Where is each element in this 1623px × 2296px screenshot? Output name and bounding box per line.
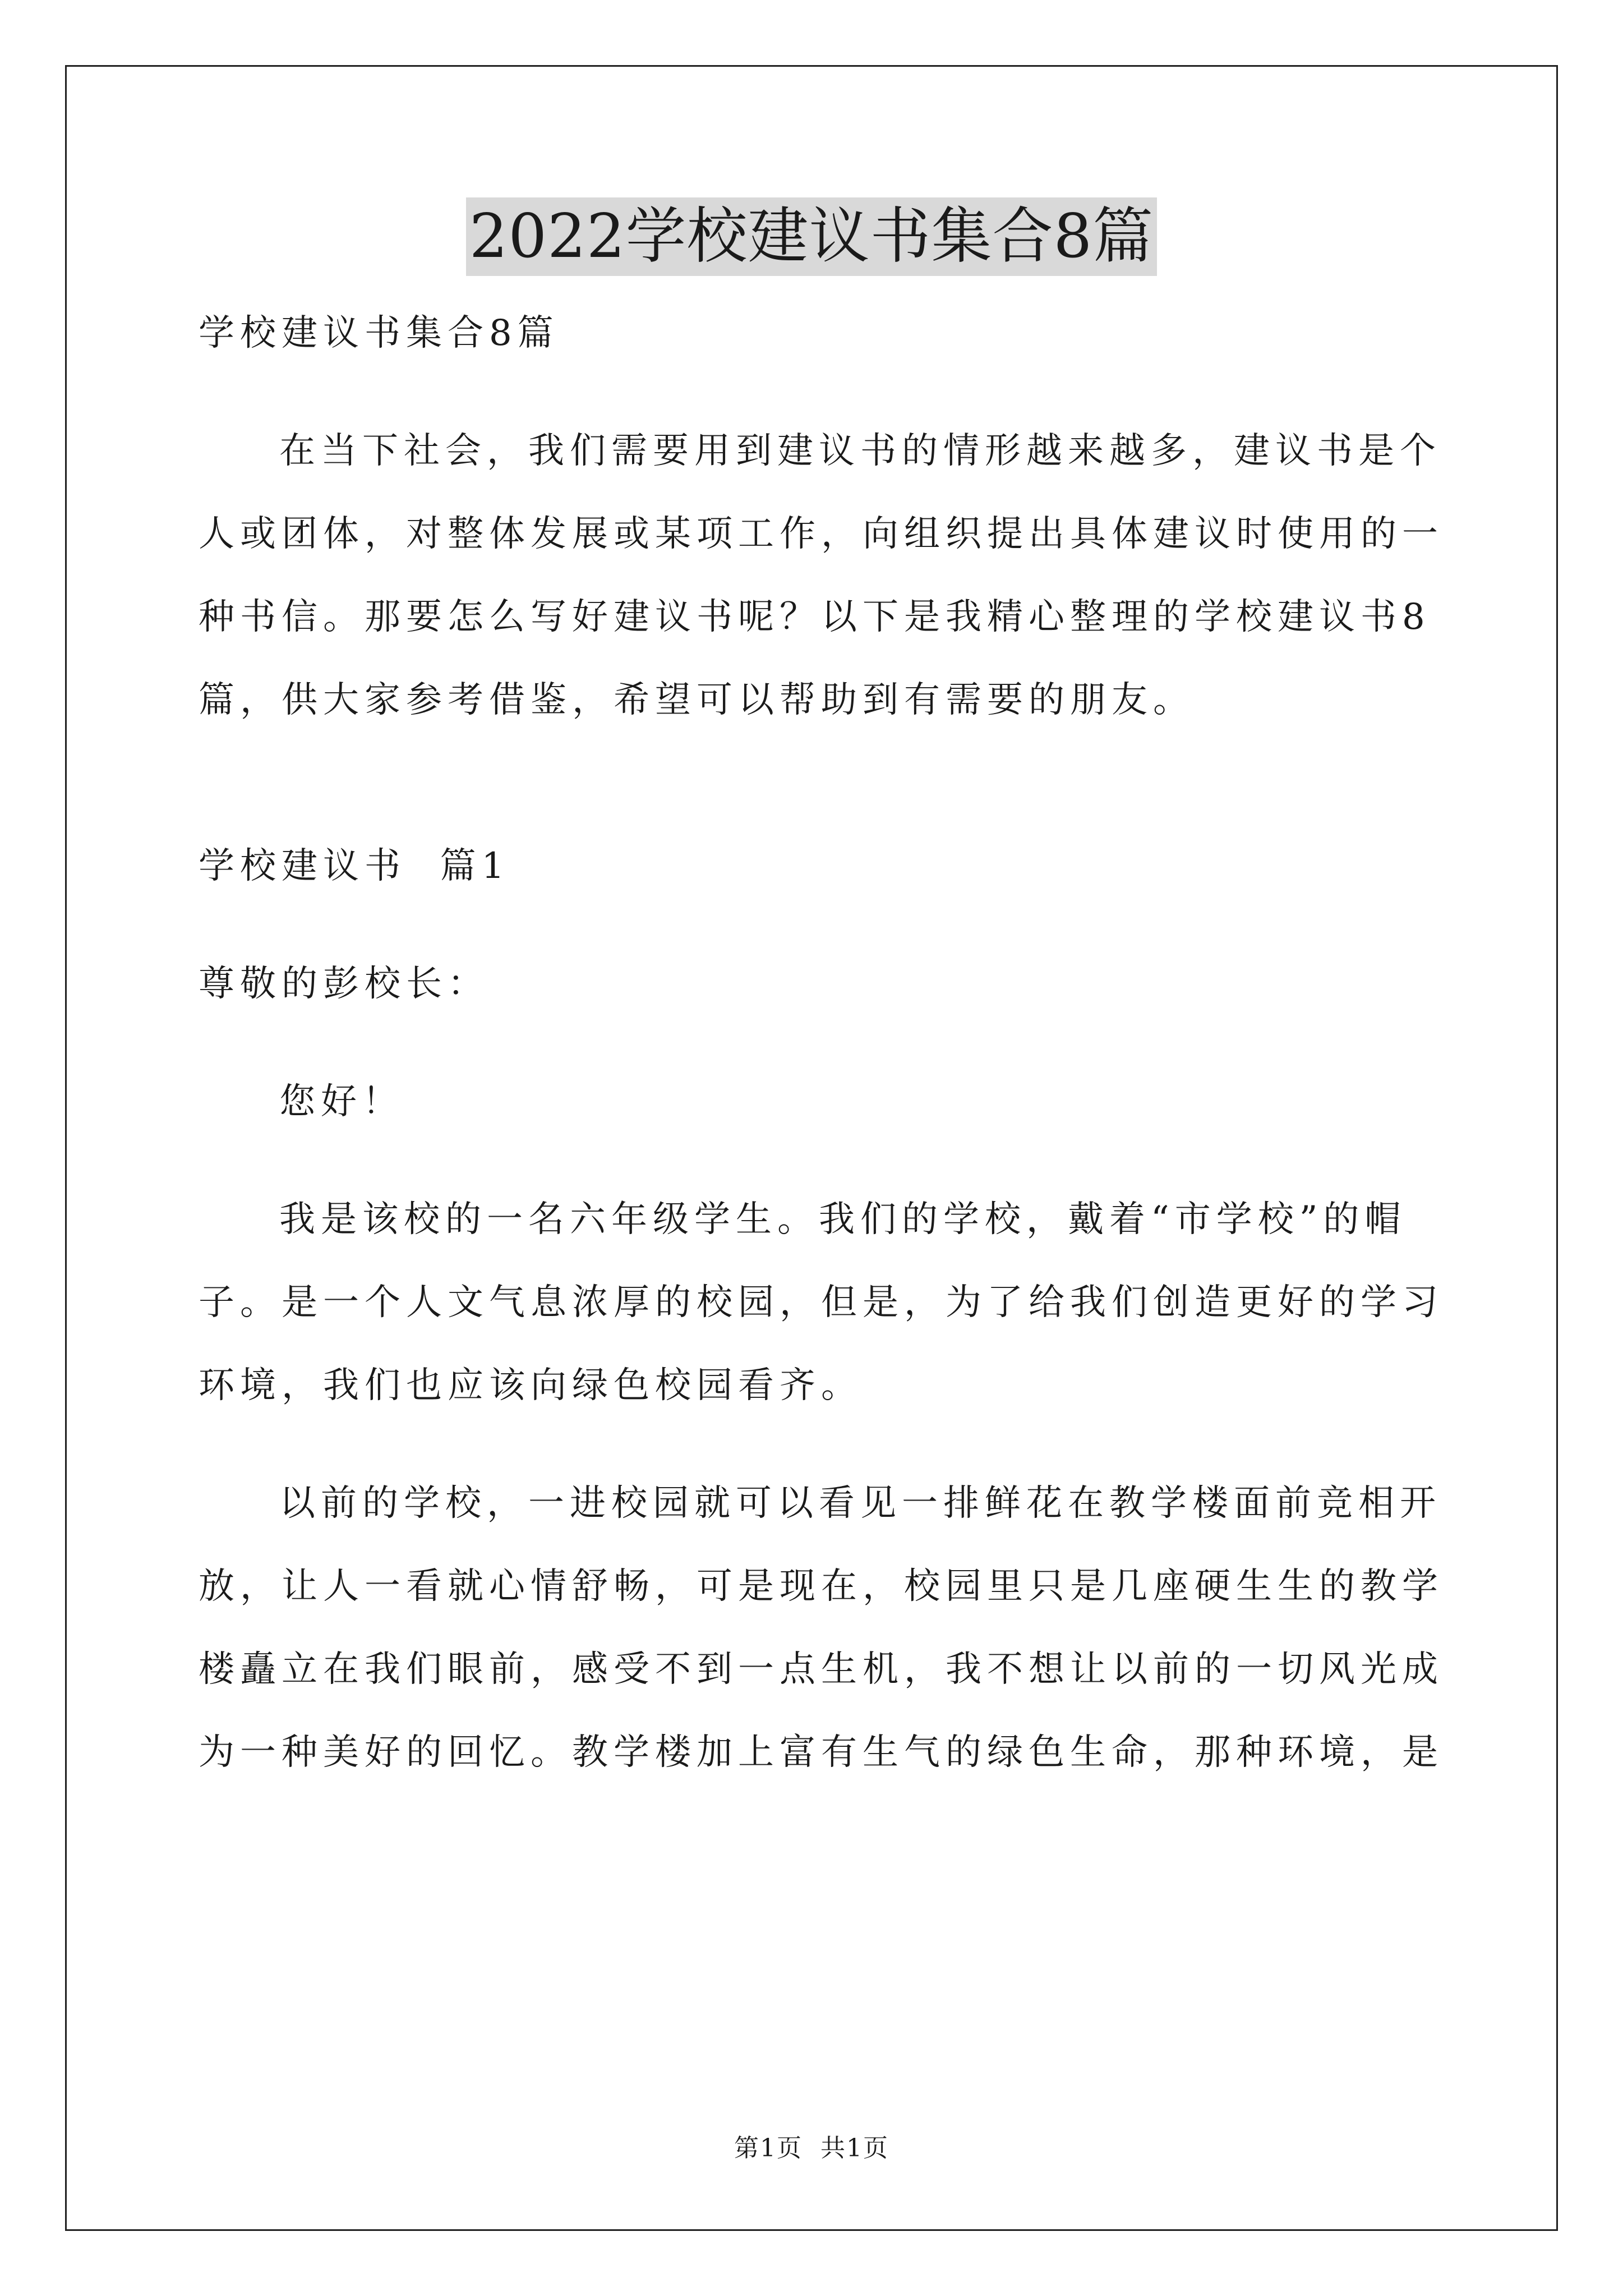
salutation: 尊敬的彭校长： bbox=[199, 963, 489, 1005]
paragraph-line: 放，让人一看就心情舒畅，可是现在，校园里只是几座硬生生的教学 bbox=[199, 1566, 1444, 1607]
document-body bbox=[199, 292, 1444, 1794]
intro-line: 种书信。那要怎么写好建议书呢？以下是我精心整理的学校建议书8 bbox=[199, 596, 1431, 638]
greeting: 您好！ bbox=[279, 1081, 404, 1122]
paragraph-line: 子。是一个人文气息浓厚的校园，但是，为了给我们创造更好的学习 bbox=[199, 1282, 1444, 1323]
page-footer: 第1页 共1页 bbox=[734, 2134, 889, 2162]
paragraph-line: 环境，我们也应该向绿色校园看齐。 bbox=[199, 1365, 863, 1406]
intro-line: 在当下社会，我们需要用到建议书的情形越来越多，建议书是个 bbox=[279, 430, 1441, 472]
intro-line: 人或团体，对整体发展或某项工作，向组织提出具体建议时使用的一 bbox=[199, 513, 1444, 555]
document-title: 2022学校建议书集合8篇 bbox=[466, 197, 1158, 276]
intro-line: 篇，供大家参考借鉴，希望可以帮助到有需要的朋友。 bbox=[199, 679, 1195, 721]
section-heading: 学校建议书 篇1 bbox=[199, 845, 510, 887]
paragraph-line: 为一种美好的回忆。教学楼加上富有生气的绿色生命，那种环境，是 bbox=[199, 1732, 1444, 1773]
paragraph-line: 我是该校的一名六年级学生。我们的学校，戴着“市学校”的帽 bbox=[279, 1199, 1407, 1240]
document-subtitle: 学校建议书集合8篇 bbox=[199, 312, 559, 354]
paragraph-line: 楼矗立在我们眼前，感受不到一点生机，我不想让以前的一切风光成 bbox=[199, 1649, 1444, 1690]
title-container bbox=[0, 197, 1623, 276]
paragraph-line: 以前的学校，一进校园就可以看见一排鲜花在教学楼面前竞相开 bbox=[279, 1483, 1441, 1524]
